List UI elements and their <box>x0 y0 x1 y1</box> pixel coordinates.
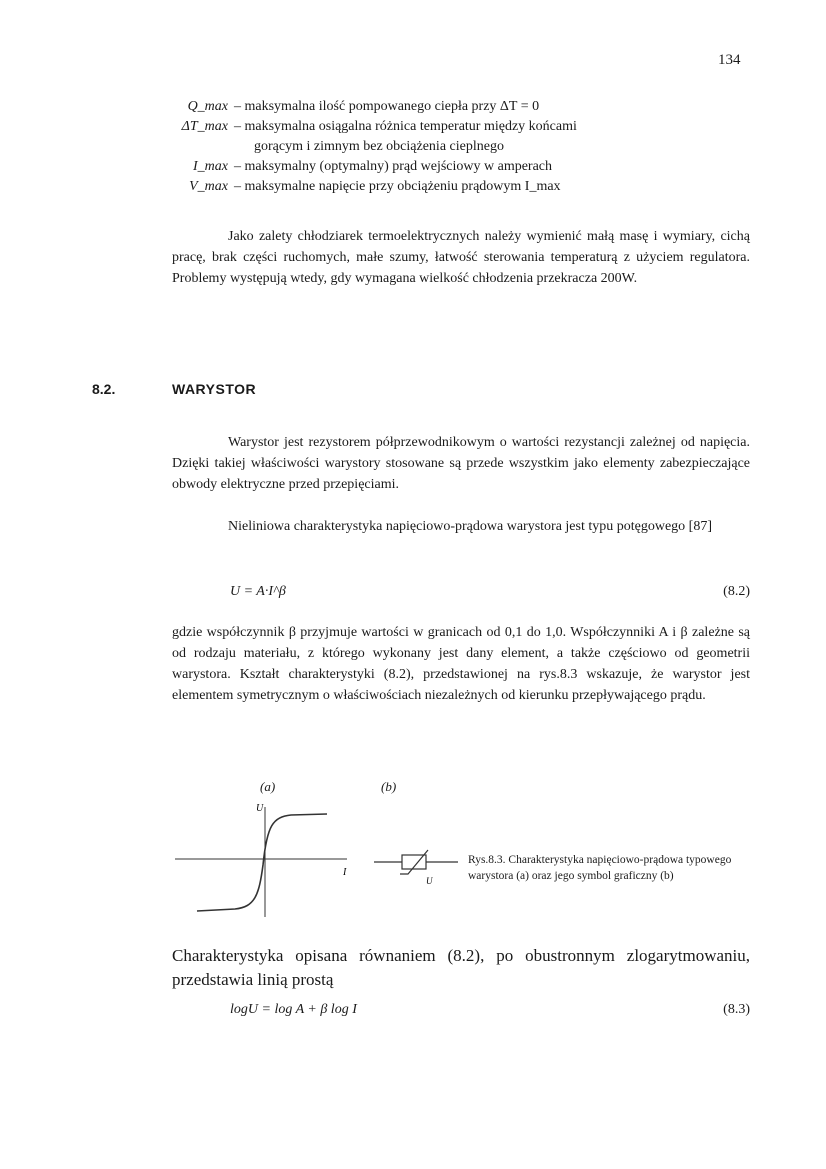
definition-symbol: I_max <box>193 159 228 174</box>
figure-caption: Rys.8.3. Charakterystyka napięciowo-prądowa typowego warystora (a) oraz jego symbol graficzny (b) <box>468 854 732 882</box>
axis-label-u: U <box>256 803 264 814</box>
paragraph-characteristic: Nieliniowa charakterystyka napięciowo-prądowa warystora jest typu potęgowego [87] <box>228 519 713 534</box>
varistor-symbol <box>372 842 464 892</box>
definition-row <box>172 97 732 117</box>
symbol-definitions <box>172 97 732 197</box>
varistor-characteristic-plot <box>175 795 355 920</box>
symbol-label-u: U <box>426 876 433 886</box>
paragraph-advantages: Jako zalety chłodziarek termoelektrycznych należy wymienić małą masę i wymiary, cichą pracę, brak części ruchomych, małe szumy, łatwość sterowania temperaturą z użyciem regulatora. Problemy występują wtedy, gdy wymagana wielkość chłodzenia przekracza 200W. <box>172 229 750 286</box>
nonlinear-slash <box>400 850 428 874</box>
definition-symbol <box>172 137 234 157</box>
figure-label-b: (b) <box>381 779 397 794</box>
definition-text: – maksymalny (optymalny) prąd wejściowy w amperach <box>234 159 553 174</box>
equation-8-3 <box>230 1002 750 1018</box>
characteristic-curve <box>197 814 327 911</box>
equation-number: (8.3) <box>723 1002 750 1017</box>
definition-symbol: ΔT_max <box>181 119 228 134</box>
section-title: WARYSTOR <box>172 381 257 397</box>
section-number: 8.2. <box>92 381 116 397</box>
definition-text: – maksymalne napięcie przy obciążeniu prądowym I_max <box>234 179 561 194</box>
paragraph-intro: Warystor jest rezystorem półprzewodnikowym o wartości rezystancji zależnej od napięcia. Dzięki takiej właściwości warystory stosowane są przede wszystkim jako elementy zabezpieczające obwody elektryczne przed przepięciami. <box>172 435 750 492</box>
definition-text: – maksymalna osiągalna różnica temperatur między końcami <box>234 119 577 134</box>
equation-formula: U = A·I^β <box>230 584 286 599</box>
definition-row <box>172 137 732 157</box>
equation-number: (8.2) <box>723 584 750 599</box>
definition-symbol: V_max <box>189 179 228 194</box>
figure-label-a: (a) <box>260 779 276 794</box>
equation-formula: logU = log A + β log I <box>230 1002 357 1017</box>
definition-row <box>172 157 732 177</box>
paragraph-log: Charakterystyka opisana równaniem (8.2), po obustronnym zlogarytmowaniu, przedstawia linią prostą <box>172 946 750 989</box>
definition-symbol: Q_max <box>187 99 228 114</box>
page-number: 134 <box>718 52 741 68</box>
definition-row <box>172 117 732 137</box>
paragraph-coefficients: gdzie współczynnik β przyjmuje wartości w granicach od 0,1 do 1,0. Współczynniki A i β zależne są od rodzaju materiału, z którego wykonany jest dany element, a także częściowo od geometrii warystora. Kształt charakterystyki (8.2), przedstawionej na rys.8.3 wskazuje, że warystor jest elementem symetrycznym o właściwościach niezależnych od kierunku przepływającego prądu. <box>172 625 750 703</box>
axis-label-i: I <box>343 867 347 878</box>
definition-text: – maksymalna ilość pompowanego ciepła przy ΔT = 0 <box>234 99 540 114</box>
equation-8-2 <box>230 584 750 600</box>
definition-text: gorącym i zimnym bez obciążenia cieplnego <box>254 139 504 154</box>
definition-row <box>172 177 732 197</box>
